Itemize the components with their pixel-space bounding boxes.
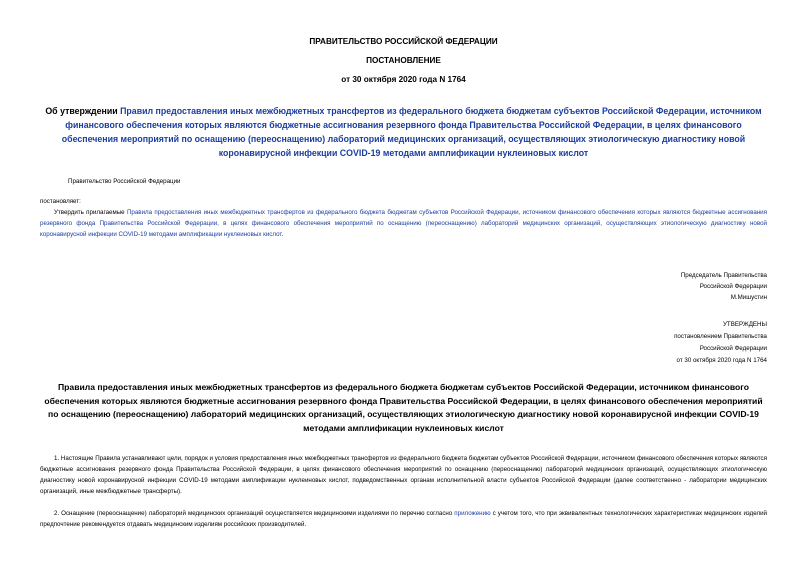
signature-block: [681, 270, 767, 303]
title-prefix: Об утверждении: [45, 106, 121, 116]
paragraph-2-prefix: 2. Оснащение (переоснащение) лабораторий медицинских организаций осуществляется медицинскими изделиями по перечню согласно: [54, 510, 455, 517]
document-date-number: от 30 октября 2020 года N 1764: [341, 75, 466, 84]
appendix-link[interactable]: приложению: [454, 510, 491, 517]
signature-line-2: Российской Федерации: [699, 283, 767, 290]
approve-prefix: Утвердить прилагаемые: [54, 209, 127, 216]
signature-line-1: Председатель Правительства: [680, 272, 767, 279]
approval-stamp-line-3: Российской Федерации: [699, 345, 767, 352]
rules-title: Правила предоставления иных межбюджетных трансфертов из федерального бюджета бюджетам субъектов Российской Федерации, источником финансового обеспечения которых являются бюджетные ассигнования резервного фонда Правительства Российской Федерации, в целях финансового обеспечения мероприятий по оснащению (переоснащению) лабораторий медицинских организаций, осуществляющих этиологическую диагностику новой коронавирусной инфекции COVID-19 методами амплификации нуклеиновых кислот: [44, 382, 763, 433]
government-heading: ПРАВИТЕЛЬСТВО РОССИЙСКОЙ ФЕДЕРАЦИИ: [309, 37, 498, 46]
approval-stamp-line-1: УТВЕРЖДЕНЫ: [723, 321, 767, 328]
approve-paragraph: [40, 207, 767, 240]
document-type-heading: ПОСТАНОВЛЕНИЕ: [366, 56, 441, 65]
approve-rules-link[interactable]: Правила предоставления иных межбюджетных трансфертов из федерального бюджета бюджетам субъектов Российской Федерации, источником финансового обеспечения которых являются бюджетные ассигнования резервного фонда Правительства Российской Федерации, в целях финансового обеспечения мероприятий по оснащению (переоснащению) лабораторий медицинских организаций, осуществляющих этиологическую диагностику новой коронавирусной инфекции COVID-19 методами амплификации нуклеиновых кислот: [40, 209, 767, 238]
rules-paragraph-2: [40, 508, 767, 530]
paragraph-2-suffix: с учетом того, что при эквивалентных технологических характеристиках медицинских изделий предпочтение рекомендуется отдавать медицинским изделиям российских производителей.: [40, 510, 767, 528]
government-label: Правительство Российской Федерации: [68, 178, 181, 185]
title-rules-link[interactable]: Правил предоставления иных межбюджетных трансфертов из федерального бюджета бюджетам субъектов Российской Федерации, источником финансового обеспечения которых являются бюджетные ассигнования резервного фонда Правительства Российской Федерации, в целях финансового обеспечения мероприятий по оснащению (переоснащению) лабораторий медицинских организаций, осуществляющих этиологическую диагностику новой коронавирусной инфекции COVID-19 методами амплификации нуклеиновых кислот: [61, 106, 762, 158]
approval-stamp-line-4: от 30 октября 2020 года N 1764: [676, 357, 767, 364]
document-title: [40, 104, 767, 160]
rules-paragraph-1: 1. Настоящие Правила устанавливают цели, порядок и условия предоставления иных межбюджетных трансфертов из федерального бюджета бюджетам субъектов Российской Федерации, источником финансового обеспечения которых являются бюджетные ассигнования резервного фонда Правительства Российской Федерации, в целях финансового обеспечения мероприятий по оснащению (переоснащению) лабораторий медицинских организаций, осуществляющих этиологическую диагностику новой коронавирусной инфекции COVID-19 методами амплификации нуклеиновых кислот, подведомственных органам исполнительной власти субъектов Российской Федерации (далее соответственно - лаборатории медицинских организаций, иные межбюджетные трансферты).: [40, 455, 767, 495]
resolves-label: постановляет:: [40, 198, 81, 205]
signature-name: М.Мишустин: [730, 294, 767, 301]
approval-stamp: [674, 319, 767, 367]
approval-stamp-line-2: постановлением Правительства: [674, 333, 767, 340]
approve-suffix: .: [281, 231, 284, 238]
